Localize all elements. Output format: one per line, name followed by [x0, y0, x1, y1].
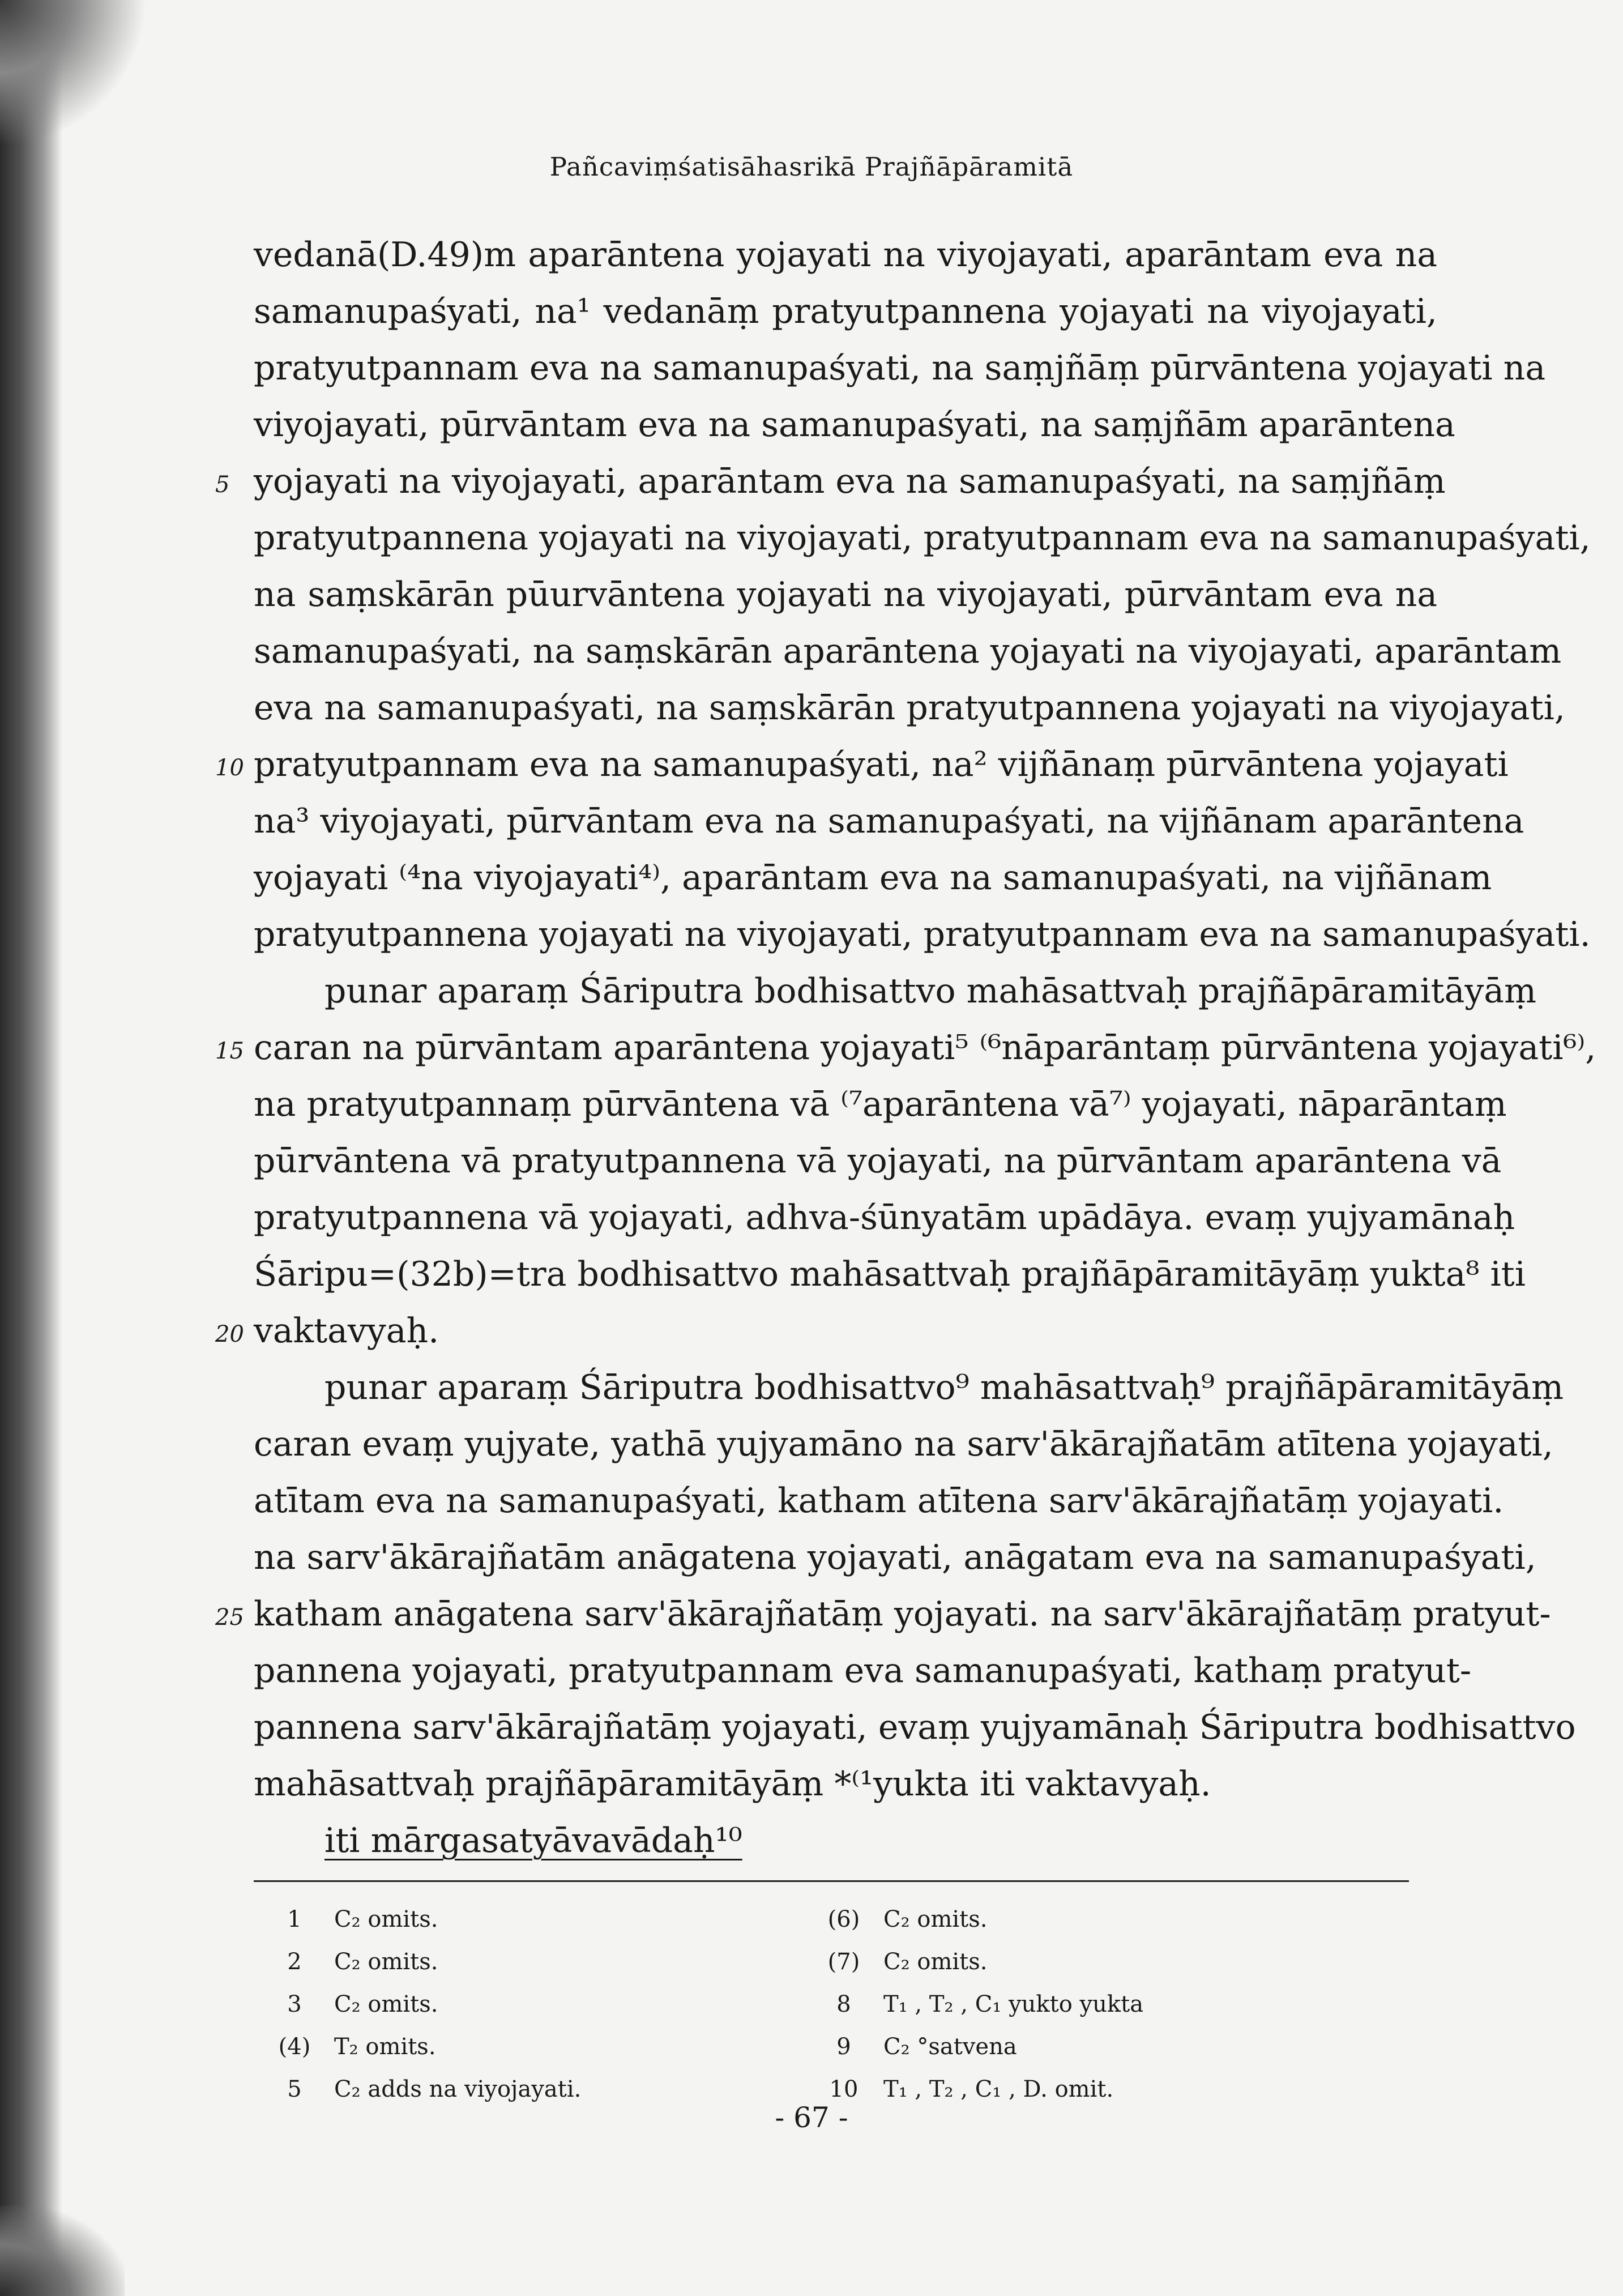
- footnote-text: C₂ omits.: [334, 1991, 438, 2017]
- footnote: [821, 2026, 1331, 2068]
- text-line: [254, 396, 1455, 453]
- footnote-number: 8: [836, 1991, 851, 2017]
- line-text: vedanā(D.49)m aparāntena yojayati na viyojayati, aparāntam eva na: [254, 235, 1437, 275]
- text-line: [254, 906, 1591, 963]
- section-heading-line: [254, 1812, 1437, 1869]
- footnote-text: C₂ adds na viyojayati.: [334, 2076, 582, 2102]
- footnotes-right: [821, 1898, 1331, 2111]
- text-line: [215, 453, 1446, 510]
- line-text: atītam eva na samanupaśyati, katham atītena sarv'ākārajñatāṃ yojayati.: [254, 1481, 1504, 1521]
- text-line: [254, 566, 1437, 623]
- footnote-number: 2: [287, 1949, 302, 1975]
- footnote-number: 9: [836, 2034, 851, 2060]
- text-line: [254, 793, 1524, 850]
- text-line: [254, 1529, 1536, 1586]
- text-line: [254, 1359, 1564, 1416]
- line-number: 15: [215, 1038, 244, 1064]
- footnotes-left: [272, 1898, 725, 2111]
- line-number: 5: [215, 472, 230, 498]
- footnote-number: (4): [278, 2034, 311, 2060]
- text-line: [254, 1699, 1576, 1756]
- line-text: pratyutpannam eva na samanupaśyati, na² vijñānaṃ pūrvāntena yojayati: [254, 745, 1509, 784]
- text-line: [254, 510, 1591, 566]
- line-text: pannena sarv'ākārajñatāṃ yojayati, evaṃ yujyamānaḥ Śāriputra bodhisattvo: [254, 1708, 1576, 1747]
- text-line: [254, 1189, 1515, 1246]
- text-line: [254, 1416, 1553, 1473]
- line-text: viyojayati, pūrvāntam eva na samanupaśyati, na saṃjñām aparāntena: [254, 405, 1455, 445]
- footnote-number: (7): [827, 1949, 860, 1975]
- line-text: pannena yojayati, pratyutpannam eva samanupaśyati, kathaṃ pratyut-: [254, 1651, 1472, 1691]
- footnote-text: C₂ omits.: [883, 1906, 988, 1932]
- footnote-number: (6): [827, 1906, 860, 1932]
- footnote-text: T₁ , T₂ , C₁ , D. omit.: [883, 2076, 1114, 2102]
- line-text: mahāsattvaḥ prajñāpāramitāyāṃ *⁽¹yukta iti vaktavyaḥ.: [254, 1764, 1211, 1804]
- line-number: 25: [215, 1604, 244, 1631]
- footnote-number: 1: [287, 1906, 302, 1932]
- line-text: pratyutpannam eva na samanupaśyati, na saṃjñāṃ pūrvāntena yojayati na: [254, 348, 1546, 388]
- footnote-rule: [254, 1880, 1409, 1882]
- footnote-text: C₂ omits.: [334, 1906, 438, 1932]
- footnote: [821, 1941, 1331, 1983]
- line-text: Śāripu=(32b)=tra bodhisattvo mahāsattvaḥ prajñāpāramitāyāṃ yukta⁸ iti: [254, 1254, 1526, 1294]
- footnote: [272, 1983, 725, 2026]
- line-text: caran na pūrvāntam aparāntena yojayati⁵ ⁽⁶nāparāntaṃ pūrvāntena yojayati⁶⁾,: [254, 1028, 1596, 1068]
- line-text: pūrvāntena vā pratyutpannena vā yojayati, na pūrvāntam aparāntena vā: [254, 1141, 1502, 1181]
- line-text: yojayati na viyojayati, aparāntam eva na samanupaśyati, na saṃjñāṃ: [254, 462, 1446, 501]
- binding-shadow: [0, 0, 62, 2296]
- line-text: yojayati ⁽⁴na viyojayati⁴⁾, aparāntam eva na samanupaśyati, na vijñānam: [254, 858, 1492, 898]
- line-text: pratyutpannena yojayati na viyojayati, pratyutpannam eva na samanupaśyati.: [254, 915, 1591, 954]
- line-text: na sarv'ākārajñatām anāgatena yojayati, anāgatam eva na samanupaśyati,: [254, 1538, 1536, 1577]
- text-line: [254, 1246, 1526, 1303]
- binding-shadow-bottom: [0, 2205, 125, 2296]
- text-line: [254, 623, 1562, 680]
- page-number: - 67 -: [775, 2101, 848, 2134]
- footnote-text: C₂ °satvena: [883, 2034, 1017, 2060]
- footnote-text: T₁ , T₂ , C₁ yukto yukta: [883, 1991, 1144, 2017]
- line-text: punar aparaṃ Śāriputra bodhisattvo mahāsattvaḥ prajñāpāramitāyāṃ: [324, 971, 1536, 1011]
- footnote: [821, 1898, 1331, 1941]
- footnote: [272, 2026, 725, 2068]
- text-line: [254, 963, 1536, 1019]
- line-text: pratyutpannena vā yojayati, adhva-śūnyatām upādāya. evaṃ yujyamānaḥ: [254, 1198, 1515, 1237]
- text-line: [254, 1133, 1502, 1189]
- main-text: [215, 227, 1596, 1869]
- text-line: [254, 227, 1437, 283]
- running-head: Pañcaviṃśatisāhasrikā Prajñāpāramitā: [549, 152, 1074, 182]
- line-text: samanupaśyati, na¹ vedanāṃ pratyutpannena yojayati na viyojayati,: [254, 292, 1437, 331]
- line-text: vaktavyaḥ.: [254, 1311, 439, 1351]
- footnote-text: T₂ omits.: [334, 2034, 436, 2060]
- text-line: [254, 1473, 1504, 1529]
- binding-shadow-top: [0, 0, 147, 147]
- line-text: punar aparaṃ Śāriputra bodhisattvo⁹ mahāsattvaḥ⁹ prajñāpāramitāyāṃ: [324, 1368, 1564, 1407]
- text-line: [254, 850, 1492, 906]
- line-text: na³ viyojayati, pūrvāntam eva na samanupaśyati, na vijñānam aparāntena: [254, 801, 1524, 841]
- line-text: na pratyutpannaṃ pūrvāntena vā ⁽⁷aparāntena vā⁷⁾ yojayati, nāparāntaṃ: [254, 1085, 1507, 1124]
- text-line: [254, 680, 1565, 736]
- text-line: [215, 736, 1509, 793]
- footnote: [272, 1898, 725, 1941]
- line-text: eva na samanupaśyati, na saṃskārān pratyutpannena yojayati na viyojayati,: [254, 688, 1565, 728]
- text-line: [215, 1303, 1437, 1359]
- footnote: [272, 1941, 725, 1983]
- footnote-number: 5: [287, 2076, 302, 2102]
- footnote-number: 3: [287, 1991, 302, 2017]
- line-text: katham anāgatena sarv'ākārajñatāṃ yojayati. na sarv'ākārajñatāṃ pratyut-: [254, 1594, 1551, 1634]
- line-number: 10: [215, 755, 244, 781]
- section-heading: iti mārgasatyāvavādaḥ¹⁰: [324, 1821, 742, 1860]
- line-text: caran evaṃ yujyate, yathā yujyamāno na sarv'ākārajñatām atītena yojayati,: [254, 1424, 1553, 1464]
- line-text: na saṃskārān pūurvāntena yojayati na viyojayati, pūrvāntam eva na: [254, 575, 1437, 614]
- text-line: [254, 1642, 1472, 1699]
- footnote: [821, 1983, 1331, 2026]
- footnote-text: C₂ omits.: [334, 1949, 438, 1975]
- text-line: [254, 283, 1437, 340]
- text-line: [254, 1076, 1507, 1133]
- footnote-text: C₂ omits.: [883, 1949, 988, 1975]
- line-text: samanupaśyati, na saṃskārān aparāntena yojayati na viyojayati, aparāntam: [254, 631, 1562, 671]
- text-line: [215, 1586, 1551, 1642]
- line-text: pratyutpannena yojayati na viyojayati, pratyutpannam eva na samanupaśyati,: [254, 518, 1591, 558]
- footnote-number: 10: [829, 2076, 859, 2102]
- text-line: [254, 1756, 1437, 1812]
- line-number: 20: [215, 1321, 244, 1347]
- text-line: [215, 1019, 1596, 1076]
- text-line: [254, 340, 1546, 396]
